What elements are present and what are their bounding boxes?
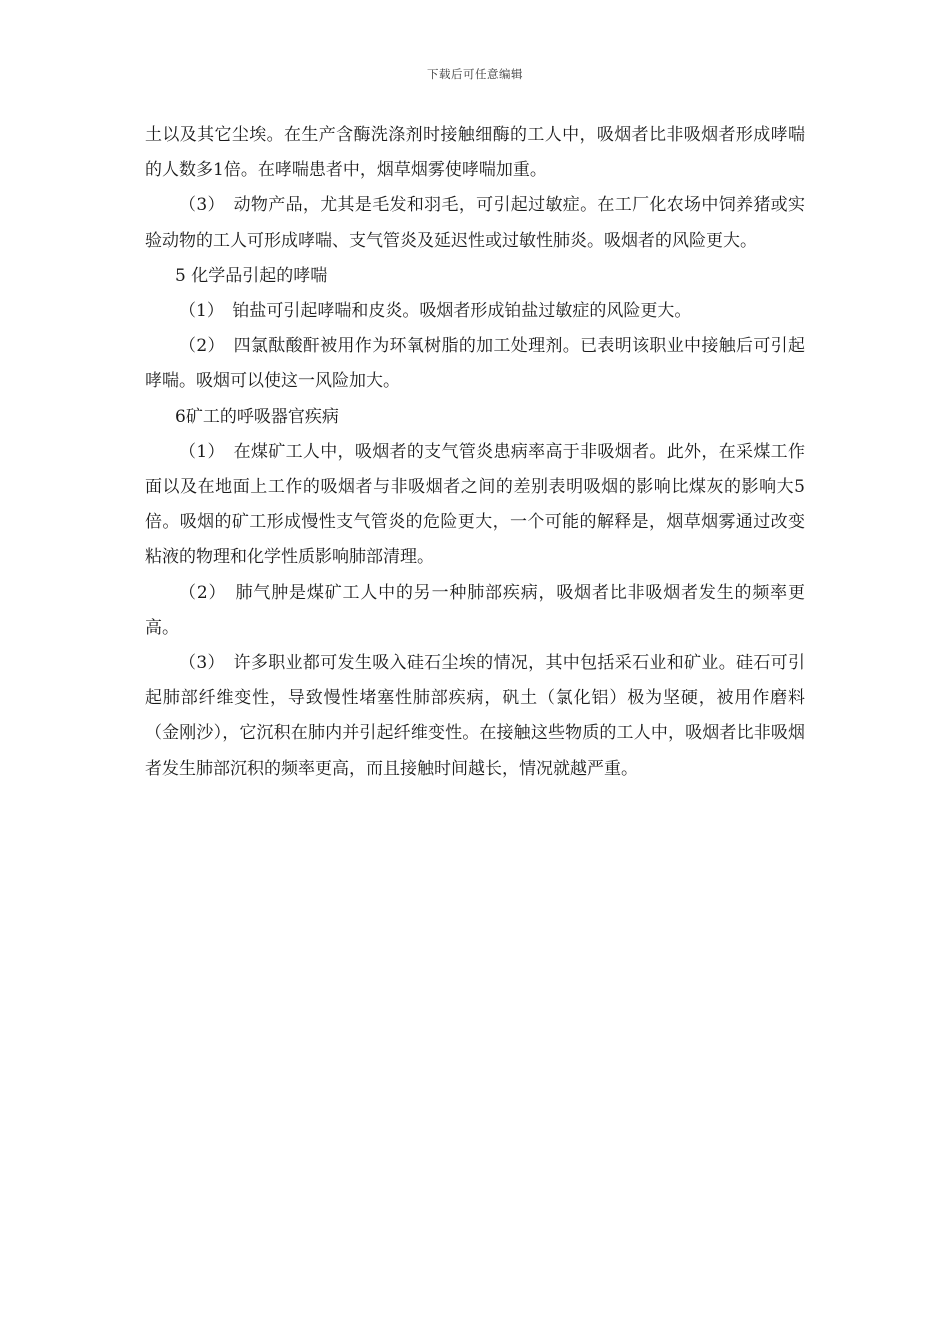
document-body	[145, 118, 805, 787]
paragraph-emphysema: （2） 肺气肿是煤矿工人中的另一种肺部疾病，吸烟者比非吸烟者发生的频率更高。	[145, 582, 805, 638]
page-header: 下载后可任意编辑	[427, 67, 523, 81]
paragraph-animal-products: （3） 动物产品，尤其是毛发和羽毛，可引起过敏症。在工厂化农场中饲养猪或实验动物的工人可形成哮喘、支气管炎及延迟性或过敏性肺炎。吸烟者的风险更大。	[145, 195, 805, 251]
paragraph-silica-dust: （3） 许多职业都可发生吸入硅石尘埃的情况，其中包括采石业和矿业。硅石可引起肺部纤维变性，导致慢性堵塞性肺部疾病，矾土（氯化铝）极为坚硬，被用作磨料（金刚沙），它沉积在肺内并引起纤维变性。在接触这些物质的工人中，吸烟者比非吸烟者发生肺部沉积的频率更高，而且接触时间越长，情况就越严重。	[145, 653, 805, 779]
paragraph-platinum-salts: （1） 铂盐可引起哮喘和皮炎。吸烟者形成铂盐过敏症的风险更大。	[179, 301, 692, 322]
paragraph-coal-miners-bronchitis: （1） 在煤矿工人中，吸烟者的支气管炎患病率高于非吸烟者。此外，在采煤工作面以及在地面上工作的吸烟者与非吸烟者之间的差别表明吸烟的影响比煤灰的影响大5倍。吸烟的矿工形成慢性支气管炎的危险更大，一个可能的解释是，烟草烟雾通过改变粘液的物理和化学性质影响肺部清理。	[145, 441, 805, 568]
paragraph-tetrachlorophthalic: （2） 四氯酞酸酐被用作为环氧树脂的加工处理剂。已表明该职业中接触后可引起哮喘。吸烟可以使这一风险加大。	[145, 336, 805, 392]
paragraph-continuation: 土以及其它尘埃。在生产含酶洗涤剂时接触细酶的工人中，吸烟者比非吸烟者形成哮喘的人数多1倍。在哮喘患者中，烟草烟雾使哮喘加重。	[145, 125, 805, 181]
section-heading-chemical-asthma: 5 化学品引起的哮喘	[175, 265, 328, 286]
section-heading-miners: 6矿工的呼吸器官疾病	[175, 406, 339, 427]
